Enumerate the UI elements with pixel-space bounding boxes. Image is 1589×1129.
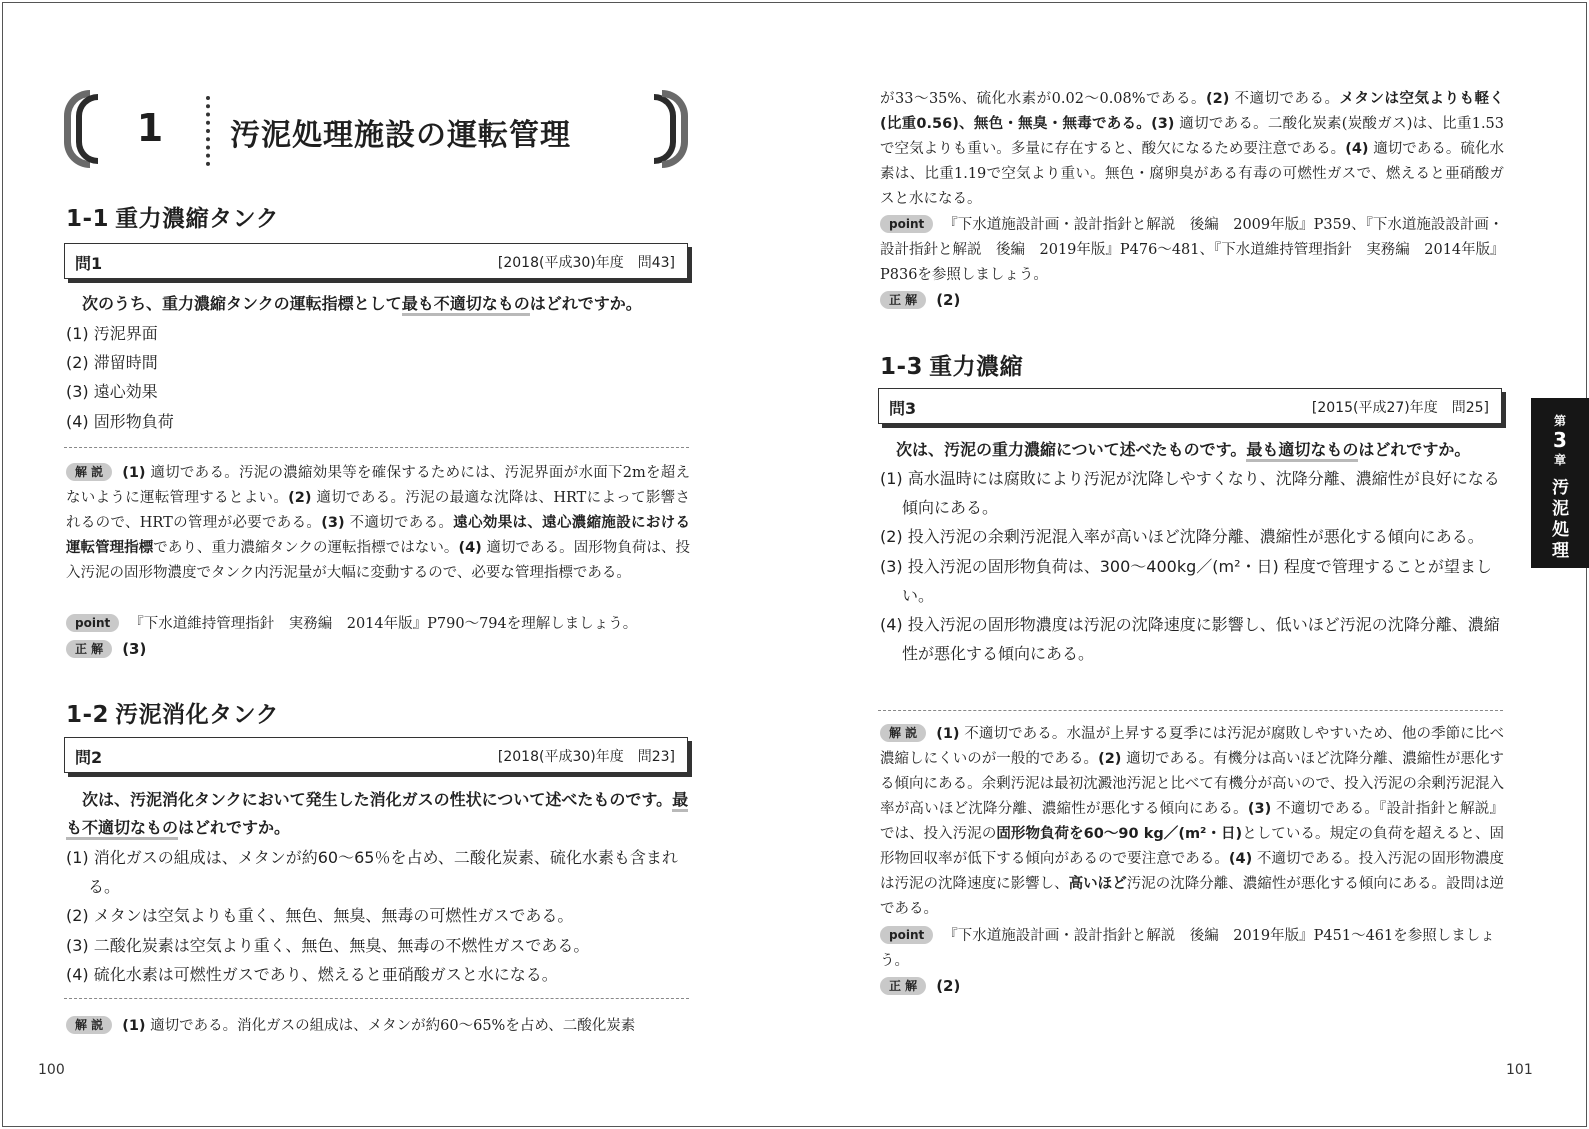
text-run: であり、重力濃縮タンクの運転指標ではない。 bbox=[153, 540, 459, 556]
banner-bracket-right-outer bbox=[662, 90, 688, 168]
option-item: (2) 滞留時間 bbox=[66, 353, 158, 373]
question-header-q2 bbox=[64, 737, 688, 773]
bold-run: (3) bbox=[321, 515, 345, 531]
option-item: (1) 汚泥界面 bbox=[66, 324, 158, 343]
answer-value: (2) bbox=[936, 291, 961, 309]
option-item: (2) メタンは空気よりも重く、無色、無臭、無毒の可燃性ガスである。 bbox=[66, 906, 574, 926]
answer-row-q1 bbox=[66, 637, 146, 663]
point-badge: point bbox=[880, 215, 933, 233]
answer-value: (2) bbox=[936, 977, 961, 995]
emphasis-underline: 最も不適切なもの bbox=[66, 790, 688, 840]
bold-run: (3) bbox=[1247, 801, 1272, 817]
question-label: 問1 bbox=[75, 254, 103, 273]
section-number: 1-1 bbox=[66, 206, 110, 232]
explanation-text bbox=[122, 1018, 635, 1034]
option-item: (3) 遠心効果 bbox=[66, 382, 158, 402]
bold-run: (4) bbox=[1345, 141, 1369, 157]
point-row-q2 bbox=[880, 213, 1504, 288]
side-tab-name: 汚泥処理 bbox=[1552, 478, 1569, 561]
text-run: 適切である。汚泥の濃縮効果等を確保するためには、汚泥界面が水面下2mを超えないように運転管理するとよい。 bbox=[66, 465, 690, 506]
option-item: (4) 投入汚泥の固形物濃度は汚泥の沈降速度に影響し、低いほど汚泥の沈降分離、濃縮性が悪化する傾向にある。 bbox=[880, 615, 1500, 664]
chapter-banner bbox=[64, 90, 688, 170]
section-number: 1-2 bbox=[66, 702, 110, 728]
question-ref: [2015(平成27)年度 問25] bbox=[1311, 400, 1489, 416]
dashed-separator bbox=[64, 447, 689, 448]
point-text: 『下水道維持管理指針 実務編 2014年版』P790～794を理解しましょう。 bbox=[129, 616, 638, 632]
option-item: (4) 硫化水素は可燃性ガスであり、燃えると亜硝酸ガスと水になる。 bbox=[66, 964, 558, 984]
option-item: (1) 消化ガスの組成は、メタンが約60～65％を占め、二酸化炭素、硫化水素も含まれる。 bbox=[66, 848, 678, 897]
question-label: 問2 bbox=[75, 748, 103, 767]
right-page bbox=[800, 0, 1589, 1129]
dashed-separator bbox=[878, 710, 1503, 711]
page-number-right: 101 bbox=[1506, 1062, 1533, 1078]
section-title: 汚泥消化タンク bbox=[115, 702, 280, 728]
bold-run: (4) bbox=[458, 540, 482, 556]
explanation-badge: 解 説 bbox=[66, 463, 112, 481]
text-run: 不適切である。『設計指針と解説』では、投入汚泥の bbox=[880, 801, 1505, 842]
bold-run: (4) bbox=[1228, 851, 1253, 867]
text-run: 適切である。有機分は高いほど沈降分離、濃縮性が悪化する傾向にある。余剰汚泥は最初沈澱池汚泥と比べて有機分が高いので、投入汚泥の余剰汚泥混入率が高いほど沈降分離、濃縮性が悪化する傾向にある。 bbox=[880, 751, 1505, 817]
point-text: 『下水道施設計画・設計指針と解説 後編 2009年版』P359、『下水道施設設計画・設計指針と解説 後編 2019年版』P476～481、『下水道維持管理指針 実務編 2014年版』P836を参照しましょう。 bbox=[880, 217, 1504, 283]
explanation-text bbox=[880, 726, 1504, 917]
bold-run: (3) bbox=[1151, 116, 1175, 132]
section-title: 重力濃縮 bbox=[929, 354, 1024, 380]
point-row-q1 bbox=[66, 612, 690, 637]
explanation-text bbox=[66, 465, 690, 581]
explanation-badge: 解 説 bbox=[880, 724, 926, 742]
text-run: 適切である。汚泥の最適な沈降は、HRTによって影響されるので、HRTの管理が必要である。 bbox=[66, 490, 690, 531]
side-tab-sho: 章 bbox=[1553, 453, 1566, 467]
dashed-separator bbox=[64, 998, 689, 999]
bold-run: 高いほど bbox=[1068, 876, 1127, 892]
point-text: 『下水道施設計画・設計指針と解説 後編 2019年版』P451～461を参照しましょう。 bbox=[880, 928, 1495, 969]
answer-value: (3) bbox=[122, 640, 147, 658]
option-item: (3) 二酸化炭素は空気より重く、無色、無臭、無毒の不燃性ガスである。 bbox=[66, 935, 590, 955]
options-q1 bbox=[66, 319, 691, 436]
explanation-q2-continued bbox=[880, 87, 1504, 212]
text-run: 不適切である。水温が上昇する夏季には汚泥が腐敗しやすいため、他の季節に比べ濃縮しにくいのが一般的である。 bbox=[880, 726, 1504, 767]
question-stem-q1: 次のうち、重力濃縮タンクの運転指標として最も不適切なものはどれですか。 bbox=[82, 290, 692, 318]
option-item: (2) 投入汚泥の余剰汚泥混入率が高いほど沈降分離、濃縮性が悪化する傾向にある。 bbox=[880, 527, 1484, 547]
text-run: 適切である。固形物負荷は、投入汚泥の固形物濃度でタンク内汚泥量が大幅に変動するので、必要な管理指標である。 bbox=[66, 540, 691, 581]
section-heading-1-2 bbox=[66, 696, 279, 729]
text-run: 不適切である。投入汚泥の固形物濃度は汚泥の沈降速度に影響し、 bbox=[880, 851, 1504, 892]
text-run: 適切である。硫化水素は、比重1.19で空気より重い。無色・腐卵臭がある有毒の可燃性ガスで、燃えると亜硝酸ガスと水になる。 bbox=[880, 141, 1505, 207]
text-run: 適切である。二酸化炭素(炭酸ガス)は、比重1.53で空気よりも重い。多量に存在すると、酸欠になるため要注意である。 bbox=[880, 116, 1504, 157]
bold-run: 遠心効果は、遠心濃縮施設における運転管理指標 bbox=[66, 515, 690, 556]
bold-run: (2) bbox=[288, 490, 312, 506]
question-header-q1 bbox=[64, 243, 688, 279]
bold-run: (1) bbox=[122, 465, 146, 481]
banner-bracket-left-inner bbox=[76, 94, 98, 164]
page-number-left: 100 bbox=[38, 1062, 65, 1078]
question-header-q3 bbox=[878, 388, 1502, 424]
question-stem-q3: 次は、汚泥の重力濃縮について述べたものです。最も適切なものはどれですか。 bbox=[896, 436, 1506, 464]
bold-run: (1) bbox=[936, 726, 960, 742]
bold-run: (2) bbox=[1206, 91, 1230, 107]
explanation-q2 bbox=[66, 1014, 690, 1039]
text-run: が33～35%、硫化水素が0.02～0.08%である。 bbox=[880, 91, 1207, 107]
chapter-number: 1 bbox=[136, 106, 164, 150]
options-q3 bbox=[880, 464, 1505, 668]
text-run: としている。規定の負荷を超えると、固形物回収率が低下する傾向があるので要注意である。 bbox=[880, 826, 1505, 867]
text-run: 不適切である。 bbox=[1229, 91, 1340, 107]
answer-badge: 正 解 bbox=[880, 291, 926, 309]
answer-row-q2 bbox=[880, 288, 960, 314]
emphasis-underline: 最も適切なもの bbox=[1246, 440, 1358, 462]
question-stem-q2: 次は、汚泥消化タンクにおいて発生した消化ガスの性状について述べたものです。最も不適切なものはどれですか。 bbox=[66, 786, 691, 842]
point-badge: point bbox=[880, 926, 933, 944]
explanation-badge: 解 説 bbox=[66, 1016, 112, 1034]
section-number: 1-3 bbox=[880, 354, 924, 380]
option-item: (4) 固形物負荷 bbox=[66, 411, 174, 431]
explanation-q3 bbox=[880, 722, 1504, 922]
question-label: 問3 bbox=[889, 399, 917, 418]
answer-badge: 正 解 bbox=[880, 977, 926, 995]
answer-row-q3 bbox=[880, 974, 960, 1000]
bold-run: 固形物負荷を60～90 kg／(m²・日) bbox=[996, 826, 1243, 842]
text-run: 不適切である。 bbox=[344, 515, 454, 531]
question-ref: [2018(平成30)年度 問23] bbox=[497, 749, 675, 765]
question-ref: [2018(平成30)年度 問43] bbox=[497, 255, 675, 271]
bold-run: メタンは空気よりも軽く(比重0.56)、無色・無臭・無毒である。 bbox=[880, 91, 1505, 132]
point-badge: point bbox=[66, 614, 119, 632]
banner-dotted-divider bbox=[206, 96, 210, 166]
section-heading-1-3 bbox=[880, 348, 1023, 381]
bold-run: (1) bbox=[122, 1018, 146, 1034]
option-item: (3) 投入汚泥の固形物負荷は、300～400kg／(m²・日) 程度で管理することが望ましい。 bbox=[880, 556, 1492, 605]
text-run: 適切である。消化ガスの組成は、メタンが約60～65%を占め、二酸化炭素 bbox=[145, 1018, 636, 1034]
options-q2 bbox=[66, 843, 691, 989]
point-row-q3 bbox=[880, 924, 1504, 974]
section-title: 重力濃縮タンク bbox=[115, 206, 280, 232]
section-heading-1-1 bbox=[66, 200, 279, 233]
option-item: (1) 高水温時には腐敗により汚泥が沈降しやすくなり、沈降分離、濃縮性が良好になる傾向にある。 bbox=[880, 469, 1500, 518]
chapter-side-tab bbox=[1531, 398, 1589, 568]
side-tab-dai: 第 bbox=[1553, 414, 1566, 428]
side-tab-number: 3 bbox=[1553, 428, 1567, 452]
answer-badge: 正 解 bbox=[66, 640, 112, 658]
chapter-title: 汚泥処理施設の運転管理 bbox=[230, 118, 571, 153]
emphasis-underline: 最も不適切なもの bbox=[402, 294, 530, 316]
bold-run: (2) bbox=[1098, 751, 1122, 767]
explanation-q1 bbox=[66, 461, 690, 586]
explanation-text bbox=[880, 91, 1504, 207]
left-page bbox=[0, 0, 760, 1129]
text-run: 汚泥の沈降分離、濃縮性が悪化する傾向にある。設問は逆である。 bbox=[880, 876, 1505, 917]
